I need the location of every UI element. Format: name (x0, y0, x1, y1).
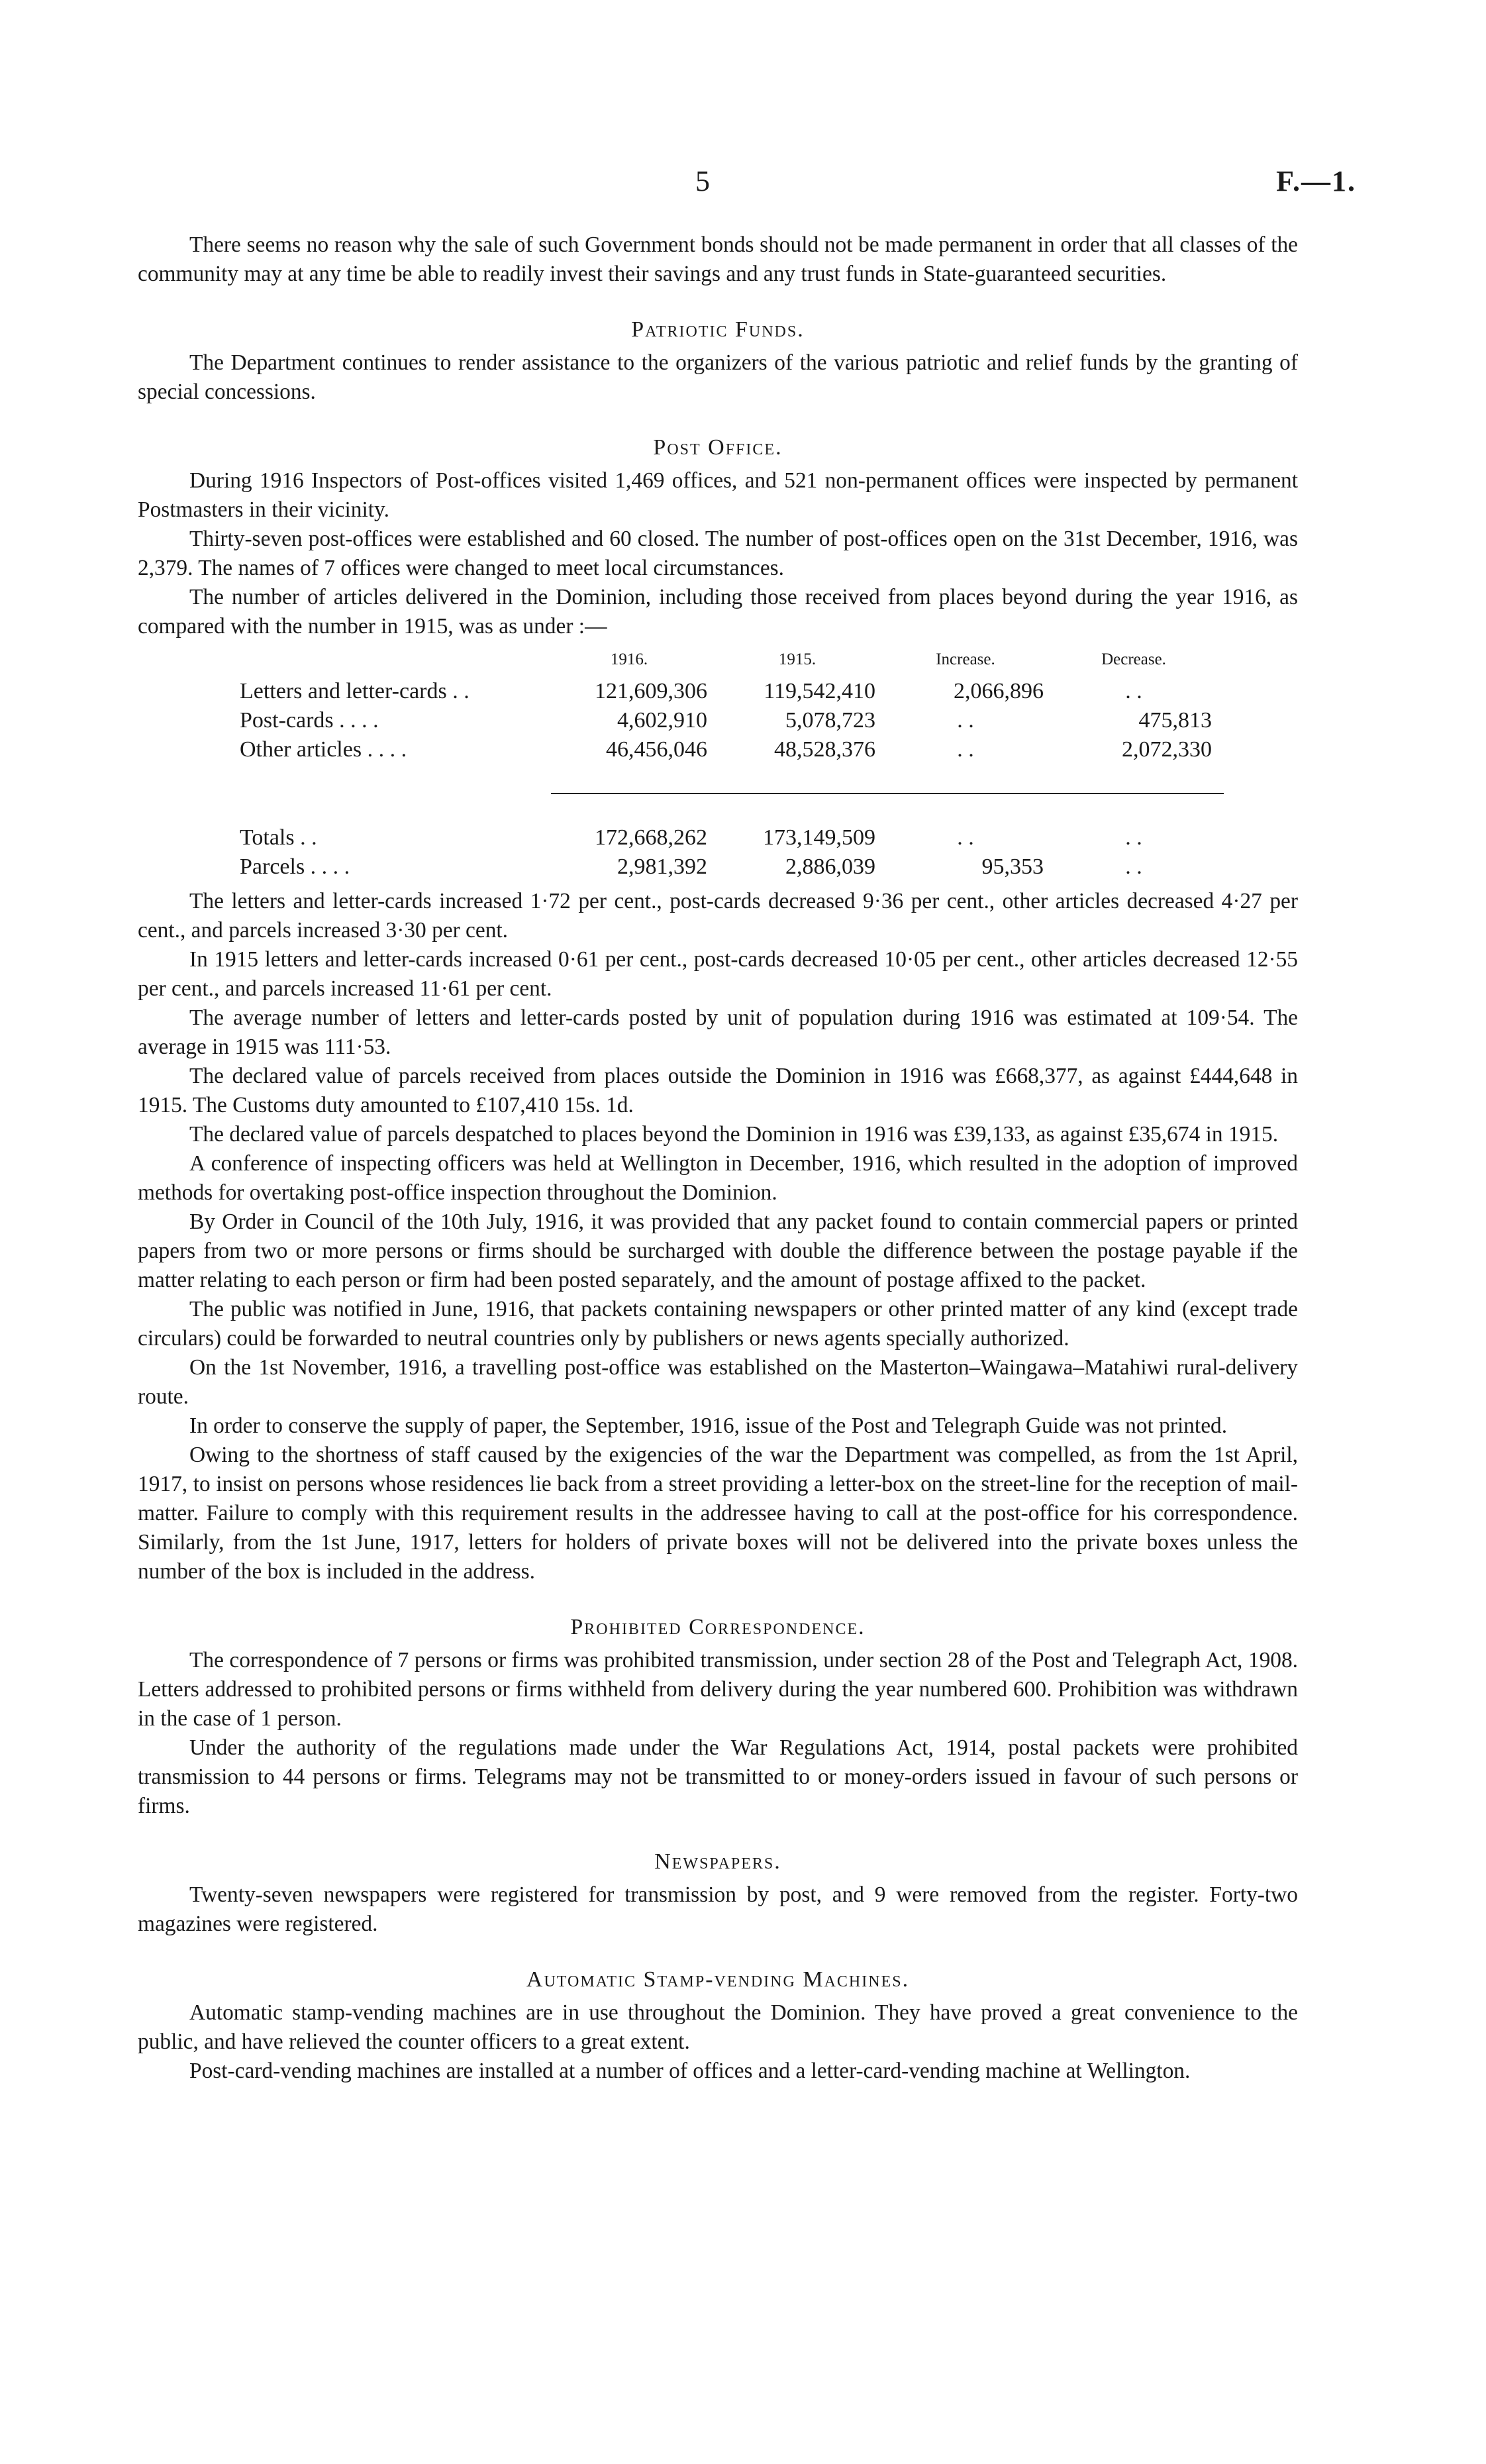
table-cell: Letters and letter-cards . . (240, 679, 470, 703)
table-cell: Totals . . (240, 825, 317, 850)
paragraph: The correspondence of 7 persons or firms was prohibited transmission, under section 28 of the Post and Telegraph Act, 1908. Letters addressed to prohibited persons or firms withheld from delivery during the year numbered 600. Prohibition was withdrawn in the case of 1 person. (138, 1648, 1298, 1731)
table-parcels-row (240, 852, 1224, 882)
table-rule-row (240, 764, 1224, 794)
paragraph: The declared value of parcels received from places outside the Dominion in 1916 was £668,377, as against £444,648 in 1915. The Customs duty amounted to £107,410 15s. 1d. (138, 1064, 1298, 1117)
paragraph: In 1915 letters and letter-cards increased 0·61 per cent., post-cards decreased 10·05 per cent., other articles decreased 12·55 per cent., and parcels increased 11·61 per cent. (138, 947, 1298, 1001)
table-cell: . . (1125, 825, 1142, 850)
paragraph: On the 1st November, 1916, a travelling post-office was established on the Masterton–Waingawa–Matahiwi rural-delivery route. (138, 1355, 1298, 1409)
table-cell: 95,353 (981, 854, 1044, 879)
paragraph: Twenty-seven newspapers were registered for transmission by post, and 9 were removed from the register. Forty-two magazines were registered. (138, 1882, 1298, 1936)
articles-delivered-table (240, 645, 1224, 882)
table-cell: . . (1125, 854, 1142, 879)
table-cell: 2,066,896 (954, 679, 1044, 703)
table-cell: . . (957, 825, 974, 850)
paragraph: The declared value of parcels despatched to places beyond the Dominion in 1916 was £39,133, as against £35,674 in 1915. (189, 1122, 1279, 1147)
table-header: 1916. (610, 650, 648, 668)
paragraph: Automatic stamp-vending machines are in use throughout the Dominion. They have proved a great convenience to the public, and have relieved the counter officers to a great extent. (138, 2000, 1298, 2054)
paragraph: Owing to the shortness of staff caused by the exigencies of the war the Department was compelled, as from the 1st April, 1917, to insist on persons whose residences lie back from a street providing a letter-box on the street-line for the reception of mail-matter. Failure to comply with this requirement results in the addressee having to call at the post-office for his correspondence. Similarly, from the 1st June, 1917, letters for holders of private boxes will not be delivered into the private boxes unless the number of the box is included in the address. (138, 1443, 1298, 1584)
table-header: 1915. (778, 650, 817, 668)
table-header: Increase. (936, 650, 995, 668)
paragraph: The public was notified in June, 1916, that packets containing newspapers or other printed matter of any kind (except trade circulars) could be forwarded to neutral countries only by publishers or news agents specially authorized. (138, 1297, 1298, 1351)
page-number: 5 (695, 165, 710, 197)
page-body (138, 231, 1298, 2086)
table-header: Decrease. (1101, 650, 1166, 668)
paragraph: The letters and letter-cards increased 1·72 per cent., post-cards decreased 9·36 per cent., other articles decreased 4·27 per cent., and parcels increased 3·30 per cent. (138, 889, 1298, 943)
table-cell: 48,528,376 (774, 737, 875, 762)
paragraph: The number of articles delivered in the Dominion, including those received from places beyond during the year 1916, as compared with the number in 1915, was as under :— (138, 585, 1298, 639)
table-totals-row (240, 823, 1224, 852)
section-heading-newspapers: Newspapers. (654, 1849, 781, 1874)
table-header-row (240, 645, 1224, 677)
table-header (240, 645, 551, 677)
table-cell: 2,072,330 (1122, 737, 1212, 762)
paragraph: Under the authority of the regulations made under the War Regulations Act, 1914, postal packets were prohibited transmission to 44 persons or firms. Telegrams may not be transmitted to or money-orders issued in favour of such persons or firms. (138, 1735, 1298, 1818)
paragraph: A conference of inspecting officers was held at Wellington in December, 1916, which resulted in the adoption of improved methods for overtaking post-office inspection throughout the Dominion. (138, 1151, 1298, 1205)
section-heading-post-office: Post Office. (653, 435, 783, 460)
table-rule (1056, 764, 1224, 794)
paragraph: Thirty-seven post-offices were established and 60 closed. The number of post-offices open on the 31st December, 1916, was 2,379. The names of 7 offices were changed to meet local circumstances. (138, 527, 1298, 580)
table-rule (551, 764, 719, 794)
table-cell: . . (957, 708, 974, 733)
table-row (240, 677, 1224, 706)
paragraph: The average number of letters and letter-cards posted by unit of population during 1916 was estimated at 109·54. The average in 1915 was 111·53. (138, 1005, 1298, 1059)
table-rule (719, 764, 887, 794)
table-cell: Other articles . . . . (240, 737, 407, 762)
table-cell: Post-cards . . . . (240, 708, 379, 733)
table-cell: 119,542,410 (764, 679, 875, 703)
section-heading-vending-machines: Automatic Stamp-vending Machines. (526, 1967, 910, 1992)
table-cell: 475,813 (1138, 708, 1212, 733)
table-rule (887, 764, 1056, 794)
table-cell: . . (1125, 679, 1142, 703)
paragraph: In order to conserve the supply of paper, the September, 1916, issue of the Post and Telegraph Guide was not printed. (189, 1413, 1228, 1438)
table-row (240, 706, 1224, 735)
table-cell: Parcels . . . . (240, 854, 350, 879)
section-heading-prohibited-correspondence: Prohibited Correspondence. (570, 1615, 866, 1639)
paragraph: The Department continues to render assistance to the organizers of the various patriotic and relief funds by the granting of special concessions. (138, 350, 1298, 404)
paragraph: During 1916 Inspectors of Post-offices visited 1,469 offices, and 521 non-permanent offices were inspected by permanent Postmasters in their vicinity. (138, 468, 1298, 522)
table-row (240, 735, 1224, 764)
table-cell: 172,668,262 (595, 825, 707, 850)
table-cell: 121,609,306 (595, 679, 707, 703)
table-cell: 5,078,723 (785, 708, 875, 733)
table-cell: . . (957, 737, 974, 762)
intro-paragraph: There seems no reason why the sale of such Government bonds should not be made permanent in order that all classes of the community may at any time be able to readily invest their savings and any trust funds in State-guaranteed securities. (138, 232, 1298, 286)
table-cell: 2,886,039 (785, 854, 875, 879)
section-heading-patriotic-funds: Patriotic Funds. (631, 317, 805, 342)
document-code: F.—1. (1276, 165, 1356, 197)
table-cell: 173,149,509 (763, 825, 875, 850)
table-cell: 4,602,910 (617, 708, 707, 733)
table-cell: 46,456,046 (606, 737, 707, 762)
paragraph: Post-card-vending machines are installed at a number of offices and a letter-card-vending machine at Wellington. (189, 2059, 1191, 2083)
paragraph: By Order in Council of the 10th July, 1916, it was provided that any packet found to contain commercial papers or printed papers from two or more persons or firms should be surcharged with double the difference between the postage payable if the matter relating to each person or firm had been posted separately, and the amount of postage affixed to the packet. (138, 1209, 1298, 1292)
table-cell: 2,981,392 (617, 854, 707, 879)
